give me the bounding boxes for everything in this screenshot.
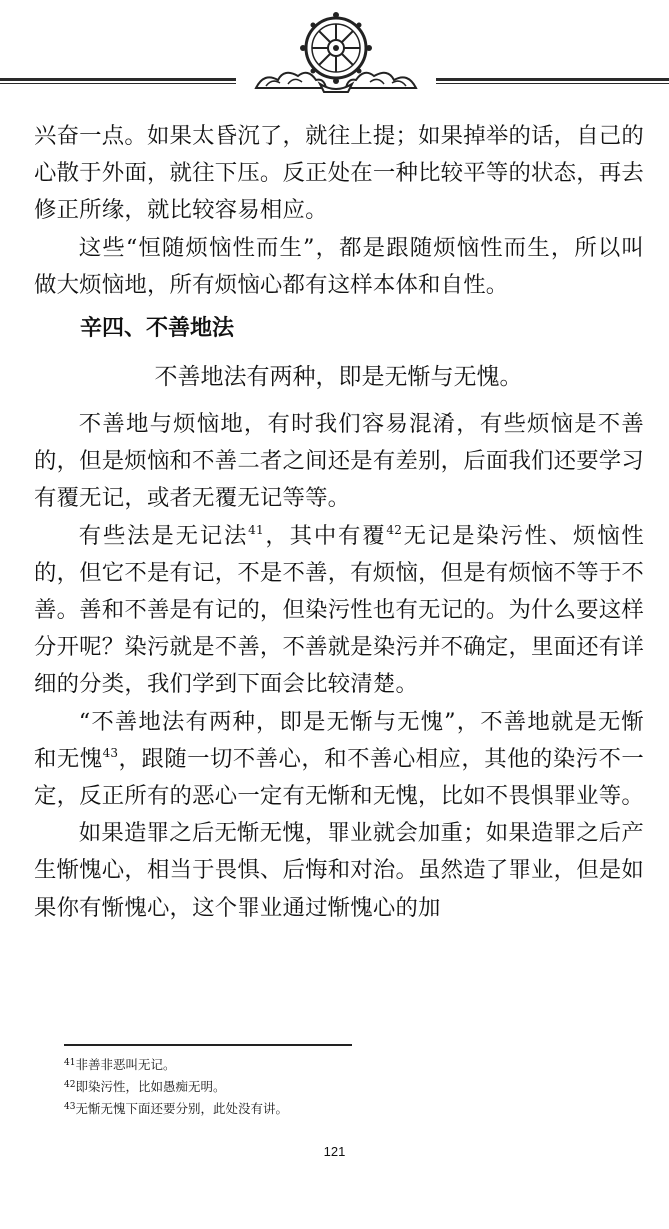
footnote-ref-42[interactable]: 42 [386, 522, 403, 537]
footnote-text: 非善非恶叫无记。 [75, 1057, 176, 1072]
section-heading: 辛四、不善地法 [80, 316, 235, 341]
footnotes [64, 1054, 288, 1120]
paragraph-5 [34, 704, 644, 816]
footnote-text: 即染污性，比如愚痴无明。 [75, 1079, 226, 1094]
root-verse: 不善地法有两种，即是无惭与无愧。 [154, 364, 523, 390]
body-text-top [34, 118, 644, 304]
footnote-42 [64, 1076, 288, 1098]
footnote-text: 无惭无愧下面还要分别，此处没有讲。 [75, 1101, 288, 1116]
footnote-divider [64, 1044, 352, 1046]
dharma-wheel-icon [236, 6, 436, 106]
body-text-main [34, 406, 644, 927]
footnote-number: 42 [64, 1080, 76, 1090]
footnote-43 [64, 1098, 288, 1120]
paragraph-4-part-a: 有些法是无记法 [78, 522, 249, 549]
paragraph-5-part-b: ，跟随一切不善心，和不善心相应，其他的染污不一定，反正所有的恶心一定有无惭和无愧，比如不畏惧罪业等。 [34, 745, 644, 810]
paragraph-2: 这些“恒随烦恼性而生”，都是跟随烦恼性而生，所以叫做大烦恼地，所有烦恼心都有这样本体和自性。 [34, 234, 644, 298]
paragraph-5-part-a: “不善地法有两种，即是无惭与无愧”，不善地就是无惭和无愧 [34, 708, 644, 772]
footnote-number: 43 [64, 1102, 76, 1112]
paragraph-1: 兴奋一点。如果太昏沉了，就往上提；如果掉举的话，自己的心散于外面，就往下压。反正处在一种比较平等的状态，再去修正所缘，就比较容易相应。 [34, 123, 644, 224]
footnote-ref-41[interactable]: 41 [248, 522, 264, 537]
footnote-41 [64, 1054, 288, 1076]
paragraph-4 [34, 518, 644, 704]
paragraph-6: 如果造罪之后无惭无愧，罪业就会加重；如果造罪之后产生惭愧心，相当于畏惧、后悔和对治。虽然造了罪业，但是如果你有惭愧心，这个罪业通过惭愧心的加 [34, 820, 644, 921]
paragraph-3: 不善地与烦恼地，有时我们容易混淆，有些烦恼是不善的，但是烦恼和不善二者之间还是有差别，后面我们还要学习有覆无记，或者无覆无记等等。 [34, 411, 644, 512]
paragraph-4-part-b: ，其中有覆 [263, 522, 387, 549]
page-number: 121 [323, 1144, 346, 1159]
footnote-ref-43[interactable]: 43 [102, 745, 119, 760]
footnote-number: 41 [64, 1058, 76, 1068]
paragraph-4-part-c: 无记是染污性、烦恼性的，但它不是有记，不是不善，有烦恼，但是有烦恼不等于不善。善和不善是有记的，但染污性也有无记的。为什么要这样分开呢？染污就是不善，不善就是染污并不确定，里面还有详细的分类，我们学到下面会比较清楚。 [34, 522, 645, 698]
